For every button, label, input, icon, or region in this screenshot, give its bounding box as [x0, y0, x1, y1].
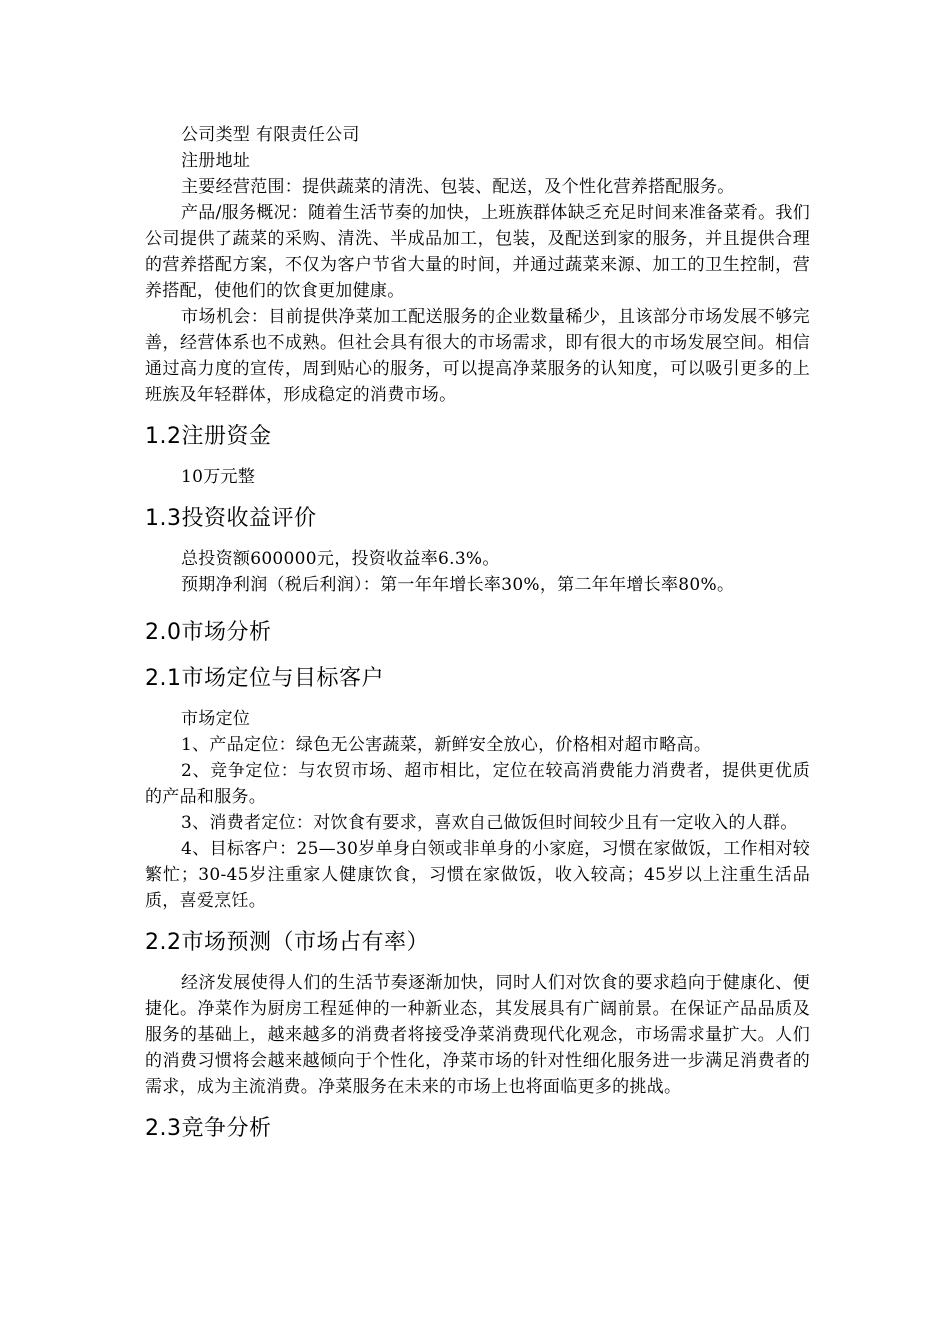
service-overview: 产品/服务概况：随着生活节奏的加快，上班族群体缺乏充足时间来准备菜肴。我们公司提供了蔬菜的采购、清洗、半成品加工，包装，及配送到家的服务，并且提供合理的营养搭配方案，不仅为客户节省大量的时间，并通过蔬菜来源、加工的卫生控制，营养搭配，使他们的饮食更加健康。	[145, 203, 810, 301]
company-type: 公司类型 有限责任公司	[181, 125, 360, 145]
competition-positioning: 2、竞争定位：与农贸市场、超市相比，定位在较高消费能力消费者，提供更优质的产品和服务。	[145, 761, 810, 807]
section-heading-2-0: 2.0市场分析	[145, 620, 272, 645]
section-heading-2-1: 2.1市场定位与目标客户	[145, 666, 384, 691]
section-heading-1-3: 1.3投资收益评价	[145, 506, 317, 531]
section-heading-2-2: 2.2市场预测（市场占有率）	[145, 930, 429, 955]
expected-net-profit: 预期净利润（税后利润）：第一年年增长率30%，第二年年增长率80%。	[181, 575, 735, 595]
market-forecast-paragraph: 经济发展使得人们的生活节奏逐渐加快，同时人们对饮食的要求趋向于健康化、便捷化。净菜作为厨房工程延伸的一种新业态，其发展具有广阔前景。在保证产品品质及服务的基础上，越来越多的消费者将接受净菜消费现代化观念，市场需求量扩大。人们的消费习惯将会越来越倾向于个性化，净菜市场的针对性细化服务进一步满足消费者的需求，成为主流消费。净菜服务在未来的市场上也将面临更多的挑战。	[145, 973, 810, 1097]
registered-address: 注册地址	[181, 151, 251, 171]
market-positioning-label: 市场定位	[181, 709, 251, 729]
business-scope: 主要经营范围：提供蔬菜的清洗、包装、配送，及个性化营养搭配服务。	[181, 177, 735, 197]
section-heading-1-2: 1.2注册资金	[145, 424, 272, 449]
target-customers: 4、目标客户：25—30岁单身白领或非单身的小家庭，习惯在家做饭，工作相对较繁忙；30-45岁注重家人健康饮食，习惯在家做饭，收入较高；45岁以上注重生活品质，喜爱烹饪。	[145, 839, 810, 911]
market-opportunity: 市场机会：目前提供净菜加工配送服务的企业数量稀少，且该部分市场发展不够完善，经营体系也不成熟。但社会具有很大的市场需求，即有很大的市场发展空间。相信通过高力度的宣传，周到贴心的服务，可以提高净菜服务的认知度，可以吸引更多的上班族及年轻群体，形成稳定的消费市场。	[145, 307, 810, 405]
total-investment: 总投资额600000元，投资收益率6.3%。	[181, 549, 500, 569]
registered-capital: 10万元整	[181, 467, 256, 487]
document-content	[145, 122, 810, 1156]
section-heading-2-3: 2.3竞争分析	[145, 1116, 272, 1141]
consumer-positioning: 3、消费者定位：对饮食有要求，喜欢自己做饭但时间较少且有一定收入的人群。	[181, 813, 798, 833]
product-positioning: 1、产品定位：绿色无公害蔬菜，新鲜安全放心，价格相对超市略高。	[181, 735, 712, 755]
